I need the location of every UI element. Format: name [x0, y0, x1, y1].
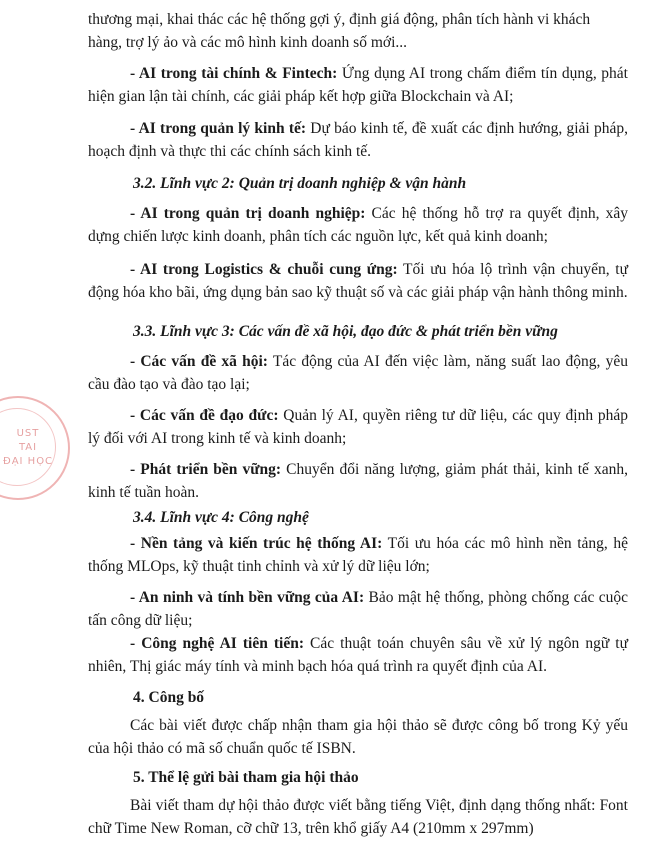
ethics-text: Quản lý AI, quyền riêng tư dữ liệu, các quy định pháp lý đối với AI trong kinh tế và kinh doanh; — [88, 407, 628, 447]
paragraph-ai-platform — [88, 532, 628, 578]
advanced-ai-label: - Công nghệ AI tiên tiến: — [130, 635, 304, 652]
paragraph-sustainability — [88, 458, 628, 504]
paragraph-advanced-ai — [88, 632, 628, 678]
sustainability-label: - Phát triển bền vững: — [130, 461, 282, 478]
paragraph-social — [88, 350, 628, 396]
ai-security-text: Bảo mật hệ thống, phòng chống các cuộc tấn công dữ liệu; — [88, 589, 628, 629]
ai-security-label: - An ninh và tính bền vững của AI: — [130, 589, 365, 606]
ai-platform-label: - Nền tảng và kiến trúc hệ thống AI: — [130, 535, 383, 552]
social-label: - Các vấn đề xã hội: — [130, 353, 268, 370]
paragraph-economy — [88, 117, 628, 163]
red-seal-stamp — [0, 396, 70, 500]
ai-platform-text: Tối ưu hóa các mô hình nền tảng, hệ thống MLOps, kỹ thuật tinh chỉnh và xử lý dữ liệu lớn; — [88, 535, 628, 575]
paragraph-fintech — [88, 62, 628, 108]
seal-text-3: ĐẠI HỌC — [2, 456, 54, 467]
logistics-text: Tối ưu hóa lộ trình vận chuyển, tự động hóa kho bãi, ứng dụng bản sao kỹ thuật số và các giải pháp vận hành thông minh. — [88, 261, 629, 301]
logistics-label: - AI trong Logistics & chuỗi cung ứng: — [130, 261, 398, 278]
seal-text-2: TAI — [18, 442, 38, 453]
heading-section-5: 5. Thể lệ gửi bài tham gia hội thảo — [133, 769, 359, 786]
economy-label: - AI trong quản lý kinh tế: — [130, 120, 307, 137]
enterprise-text: Các hệ thống hỗ trợ ra quyết định, xây dựng chiến lược kinh doanh, phân tích các nguồn lực, kết quả kinh doanh; — [88, 205, 628, 245]
heading-field-4: 3.4. Lĩnh vực 4: Công nghệ — [133, 509, 309, 526]
heading-field-3: 3.3. Lĩnh vực 3: Các vấn đề xã hội, đạo đức & phát triển bền vững — [133, 323, 558, 340]
fintech-text: Ứng dụng AI trong chấm điểm tín dụng, phát hiện gian lận tài chính, các giải pháp kết hợp giữa Blockchain và AI; — [88, 65, 628, 105]
paragraph-logistics — [88, 258, 628, 304]
ethics-label: - Các vấn đề đạo đức: — [130, 407, 279, 424]
economy-text: Dự báo kinh tế, đề xuất các định hướng, giải pháp, hoạch định và thực thi các chính sách kinh tế. — [88, 120, 628, 160]
intro-line-1: thương mại, khai thác các hệ thống gợi ý, định giá động, phân tích hành vi khách — [88, 11, 591, 28]
intro-line-2: hàng, trợ lý ảo và các mô hình kinh doanh số mới... — [88, 34, 408, 51]
sustainability-text: Chuyển đổi năng lượng, giảm phát thải, kinh tế xanh, kinh tế tuần hoàn. — [88, 461, 628, 501]
paragraph-submission-rules: Bài viết tham dự hội thảo được viết bằng tiếng Việt, định dạng thống nhất: Font chữ Time New Roman, cỡ chữ 13, trên khổ giấy A4 (210mm x 297mm) — [88, 797, 628, 837]
social-text: Tác động của AI đến việc làm, năng suất lao động, yêu cầu đào tạo và đào tạo lại; — [88, 353, 628, 393]
paragraph-ai-security — [88, 586, 628, 632]
seal-text-1: UST — [16, 428, 40, 439]
heading-field-2: 3.2. Lĩnh vực 2: Quản trị doanh nghiệp & vận hành — [133, 175, 467, 192]
advanced-ai-text: Các thuật toán chuyên sâu về xử lý ngôn ngữ tự nhiên, Thị giác máy tính và minh bạch hóa quá trình ra quyết định của AI. — [88, 635, 628, 675]
paragraph-publication: Các bài viết được chấp nhận tham gia hội thảo sẽ được công bố trong Kỷ yếu của hội thảo có mã số chuẩn quốc tế ISBN. — [88, 717, 628, 757]
heading-section-4: 4. Công bố — [133, 689, 205, 706]
paragraph-ethics — [88, 404, 628, 450]
enterprise-label: - AI trong quản trị doanh nghiệp: — [130, 205, 366, 222]
fintech-label: - AI trong tài chính & Fintech: — [130, 65, 338, 82]
paragraph-enterprise — [88, 202, 628, 248]
